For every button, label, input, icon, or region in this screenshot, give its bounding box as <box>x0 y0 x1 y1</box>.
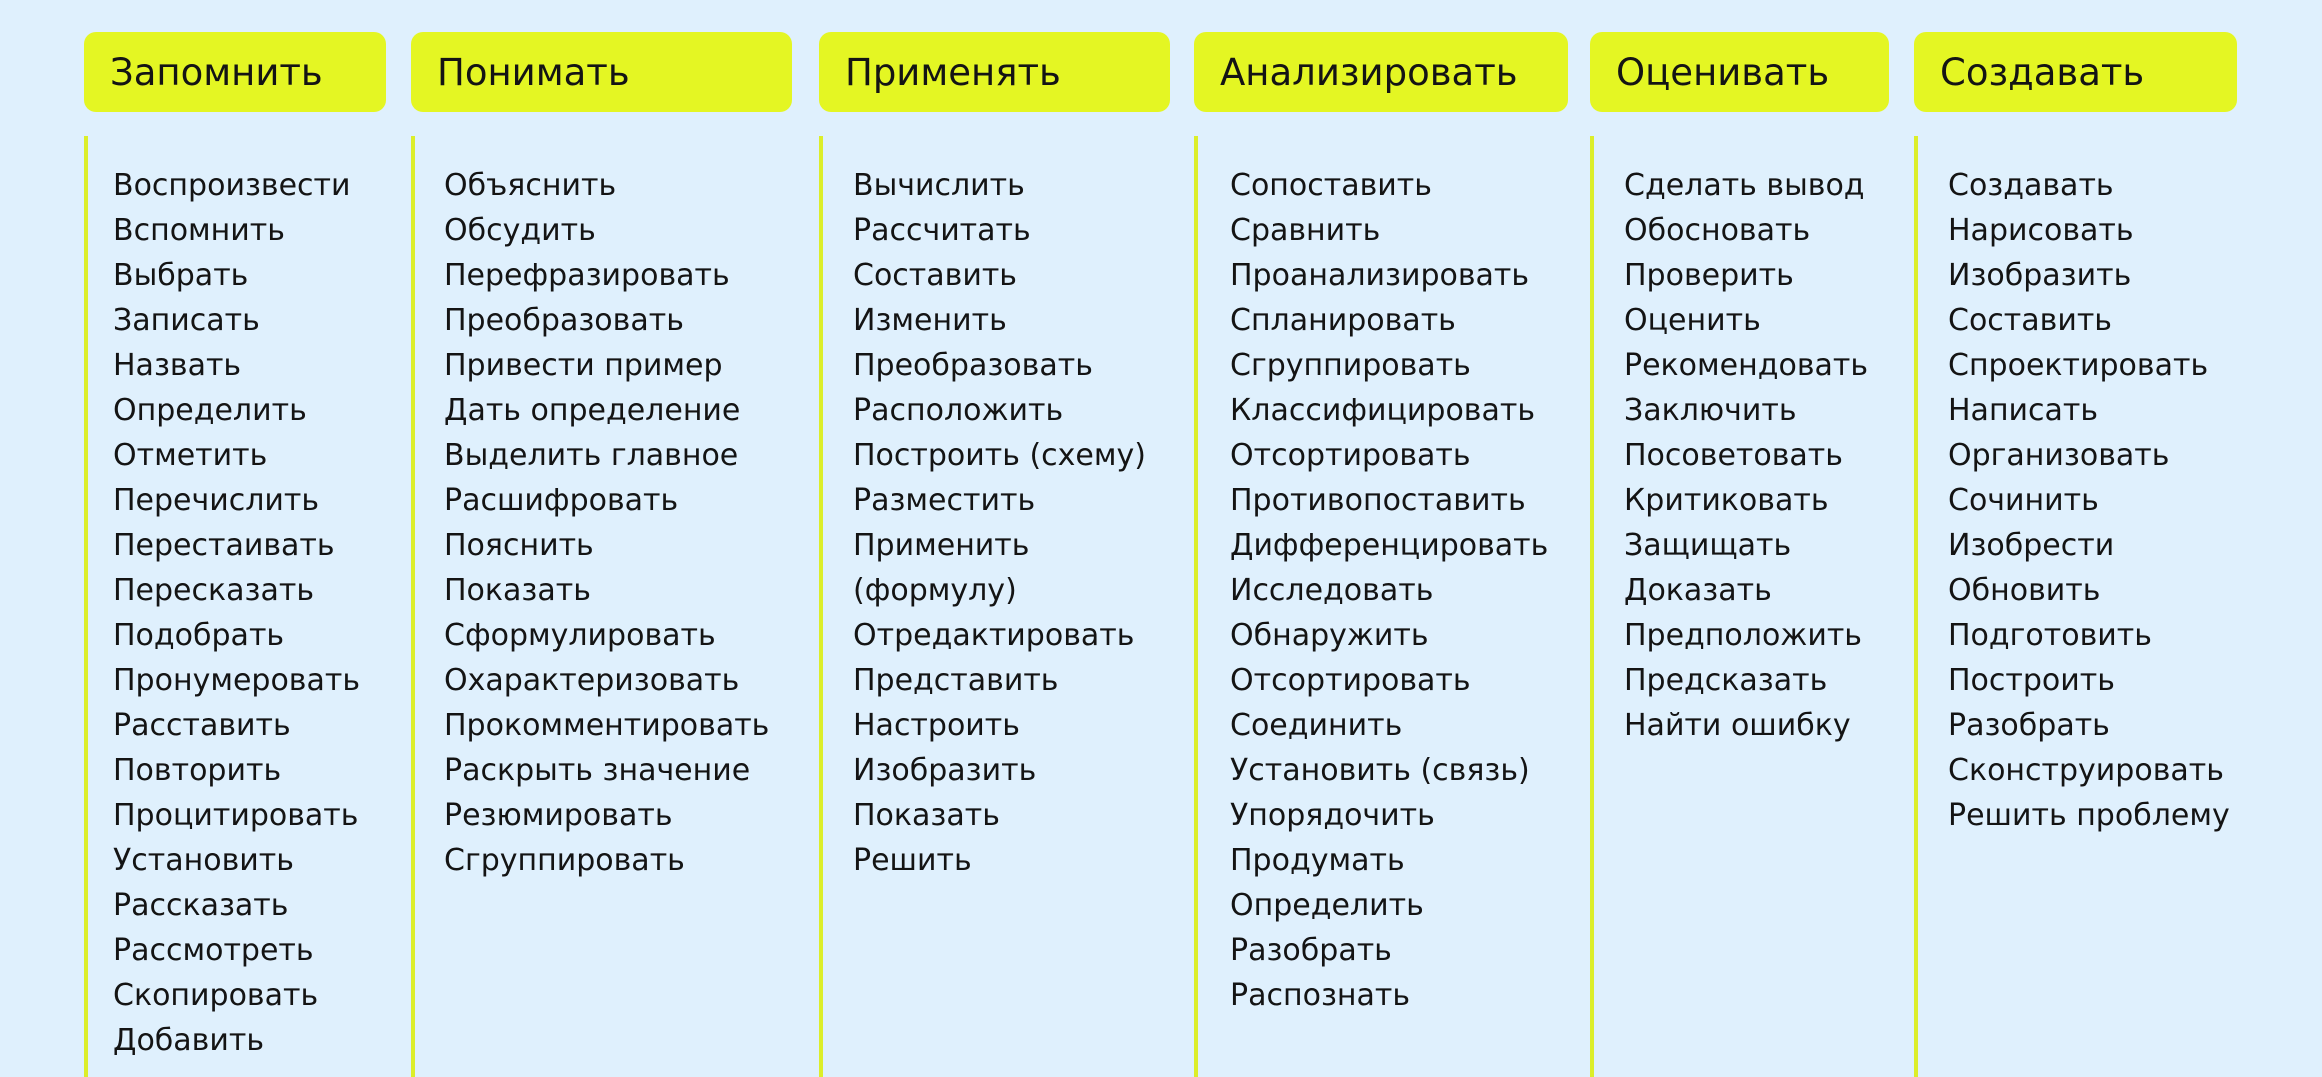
verb-item: Прокомментировать <box>444 708 770 743</box>
verb-item: Написать <box>1948 393 2099 428</box>
verb-item: Проанализировать <box>1230 258 1530 293</box>
verb-item: Добавить <box>113 1023 265 1058</box>
verb-item: Отредактировать <box>853 618 1135 653</box>
column-body <box>84 136 386 1077</box>
verb-item: Критиковать <box>1624 483 1829 518</box>
verb-item: Раскрыть значение <box>444 753 751 788</box>
column-header: Создавать <box>1914 32 2237 112</box>
verb-item: Разобрать <box>1948 708 2110 743</box>
verb-item: Соединить <box>1230 708 1403 743</box>
verb-item: Настроить <box>853 708 1020 743</box>
verb-item: Процитировать <box>113 798 359 833</box>
verb-item: Разместить <box>853 483 1036 518</box>
verb-item: Изобразить <box>1948 258 2132 293</box>
column-header: Оценивать <box>1590 32 1889 112</box>
verb-item: Рекомендовать <box>1624 348 1869 383</box>
column-apply <box>819 32 1170 1077</box>
verb-item: Отсортировать <box>1230 663 1471 698</box>
verb-item: Сравнить <box>1230 213 1381 248</box>
verb-item: Упорядочить <box>1230 798 1435 833</box>
verb-item: Создавать <box>1948 168 2114 203</box>
verb-item: Решить <box>853 843 972 878</box>
column-body <box>1194 136 1568 1077</box>
verb-item: Установить (связь) <box>1230 753 1530 788</box>
verb-item: Дать определение <box>444 393 741 428</box>
verb-item: Записать <box>113 303 260 338</box>
verb-item: Преобразовать <box>853 348 1093 383</box>
verb-item: Воспроизвести <box>113 168 351 203</box>
verb-item: Привести пример <box>444 348 723 383</box>
verb-item: Составить <box>853 258 1017 293</box>
column-evaluate <box>1590 32 1889 1077</box>
verb-item: Исследовать <box>1230 573 1434 608</box>
verb-item: Изобрести <box>1948 528 2115 563</box>
verb-item: (формулу) <box>853 573 1017 608</box>
verb-item: Изобразить <box>853 753 1037 788</box>
verb-item: Объяснить <box>444 168 617 203</box>
verb-item: Дифференцировать <box>1230 528 1549 563</box>
verb-item: Подготовить <box>1948 618 2152 653</box>
verb-list <box>113 163 360 1063</box>
verb-item: Пересказать <box>113 573 315 608</box>
verb-item: Показать <box>853 798 1000 833</box>
verb-item: Оценить <box>1624 303 1761 338</box>
verb-item: Перечислить <box>113 483 320 518</box>
verb-item: Рассмотреть <box>113 933 314 968</box>
verb-item: Построить <box>1948 663 2115 698</box>
verb-item: Предсказать <box>1624 663 1828 698</box>
verb-item: Изменить <box>853 303 1007 338</box>
verb-item: Организовать <box>1948 438 2170 473</box>
column-body <box>1914 136 2237 1077</box>
column-header: Применять <box>819 32 1170 112</box>
verb-list <box>1624 163 1868 748</box>
verb-list <box>853 163 1146 883</box>
verb-item: Охарактеризовать <box>444 663 740 698</box>
verb-list <box>444 163 769 883</box>
verb-item: Применить <box>853 528 1030 563</box>
verb-item: Предположить <box>1624 618 1862 653</box>
verb-item: Сконструировать <box>1948 753 2224 788</box>
verb-item: Обосновать <box>1624 213 1811 248</box>
verb-item: Назвать <box>113 348 242 383</box>
verb-item: Резюмировать <box>444 798 673 833</box>
verb-item: Перестаивать <box>113 528 335 563</box>
verb-item: Обсудить <box>444 213 596 248</box>
column-body <box>1590 136 1889 1077</box>
verb-item: Показать <box>444 573 591 608</box>
verb-item: Классифицировать <box>1230 393 1536 428</box>
verb-item: Отсортировать <box>1230 438 1471 473</box>
verb-item: Расшифровать <box>444 483 679 518</box>
verb-item: Решить проблему <box>1948 798 2230 833</box>
verb-item: Рассчитать <box>853 213 1031 248</box>
verb-item: Установить <box>113 843 294 878</box>
verb-item: Пояснить <box>444 528 594 563</box>
verb-item: Сопоставить <box>1230 168 1432 203</box>
verb-item: Спроектировать <box>1948 348 2209 383</box>
verb-item: Разобрать <box>1230 933 1392 968</box>
verb-item: Продумать <box>1230 843 1405 878</box>
verb-item: Сочинить <box>1948 483 2099 518</box>
column-body <box>411 136 792 1077</box>
verb-item: Проверить <box>1624 258 1794 293</box>
verb-item: Рассказать <box>113 888 289 923</box>
column-create <box>1914 32 2237 1077</box>
verb-item: Распознать <box>1230 978 1411 1013</box>
verb-item: Нарисовать <box>1948 213 2134 248</box>
verb-item: Перефразировать <box>444 258 730 293</box>
verb-item: Определить <box>113 393 307 428</box>
verb-item: Противопоставить <box>1230 483 1526 518</box>
verb-item: Подобрать <box>113 618 285 653</box>
column-header: Понимать <box>411 32 792 112</box>
column-understand <box>411 32 792 1077</box>
verb-item: Преобразовать <box>444 303 684 338</box>
verb-list <box>1948 163 2230 838</box>
verb-item: Расположить <box>853 393 1064 428</box>
column-body <box>819 136 1170 1077</box>
verb-item: Выделить главное <box>444 438 739 473</box>
verb-list <box>1230 163 1548 1018</box>
column-remember <box>84 32 386 1077</box>
verb-item: Представить <box>853 663 1059 698</box>
verb-item: Составить <box>1948 303 2112 338</box>
verb-item: Спланировать <box>1230 303 1456 338</box>
verb-item: Расставить <box>113 708 291 743</box>
column-header: Анализировать <box>1194 32 1568 112</box>
verb-item: Сгруппировать <box>1230 348 1471 383</box>
verb-item: Определить <box>1230 888 1424 923</box>
column-header: Запомнить <box>84 32 386 112</box>
verb-item: Защищать <box>1624 528 1792 563</box>
verb-item: Скопировать <box>113 978 319 1013</box>
verb-item: Вычислить <box>853 168 1025 203</box>
verb-item: Отметить <box>113 438 268 473</box>
verb-item: Заключить <box>1624 393 1797 428</box>
verb-item: Повторить <box>113 753 282 788</box>
verb-item: Сгруппировать <box>444 843 685 878</box>
verb-item: Пронумеровать <box>113 663 361 698</box>
verb-item: Найти ошибку <box>1624 708 1851 743</box>
verb-item: Доказать <box>1624 573 1772 608</box>
verb-item: Сделать вывод <box>1624 168 1865 203</box>
column-analyze <box>1194 32 1568 1077</box>
verb-item: Сформулировать <box>444 618 716 653</box>
verb-item: Выбрать <box>113 258 249 293</box>
verb-item: Обновить <box>1948 573 2101 608</box>
verb-item: Вспомнить <box>113 213 285 248</box>
verb-item: Обнаружить <box>1230 618 1429 653</box>
verb-item: Посоветовать <box>1624 438 1843 473</box>
verb-item: Построить (схему) <box>853 438 1146 473</box>
